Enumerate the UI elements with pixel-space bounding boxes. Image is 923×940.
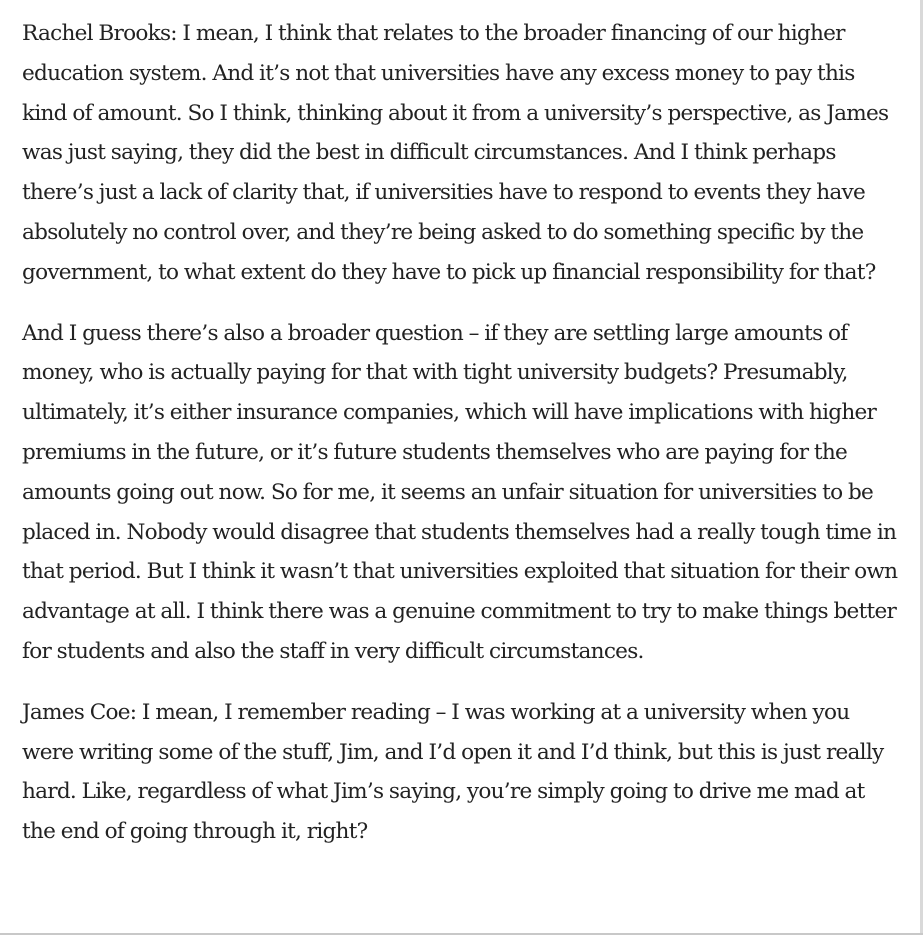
page-bottom-divider [0,933,923,935]
transcript-body [22,14,902,873]
transcript-paragraph-continuation: And I guess there’s also a broader question – if they are settling large amounts of money, who is actually paying for that with tight university budgets? Presumably, ultimately, it’s either insurance companies, which will have implications with higher premiums in the future, or it’s future students themselves who are paying for the amounts going out now. So for me, it seems an unfair situation for universities to be placed in. Nobody would disagree that students themselves had a really tough time in that period. But I think it wasn’t that universities exploited that situation for their own advantage at all. I think there was a genuine commitment to try to make things better for students and also the staff in very difficult circumstances. [22,320,898,664]
transcript-paragraph-james-coe: James Coe: I mean, I remember reading – I was working at a university when you were writing some of the stuff, Jim, and I’d open it and I’d think, but this is just really hard. Like, regardless of what Jim’s saying, you’re simply going to drive me mad at the end of going through it, right? [22,699,884,845]
transcript-paragraph-rachel-brooks: Rachel Brooks: I mean, I think that relates to the broader financing of our higher education system. And it’s not that universities have any excess money to pay this kind of amount. So I think, thinking about it from a university’s perspective, as James was just saying, they did the best in difficult circumstances. And I think perhaps there’s just a lack of clarity that, if universities have to respond to events they have absolutely no control over, and they’re being asked to do something specific by the government, to what extent do they have to pick up financial responsibility for that? [22,21,889,285]
